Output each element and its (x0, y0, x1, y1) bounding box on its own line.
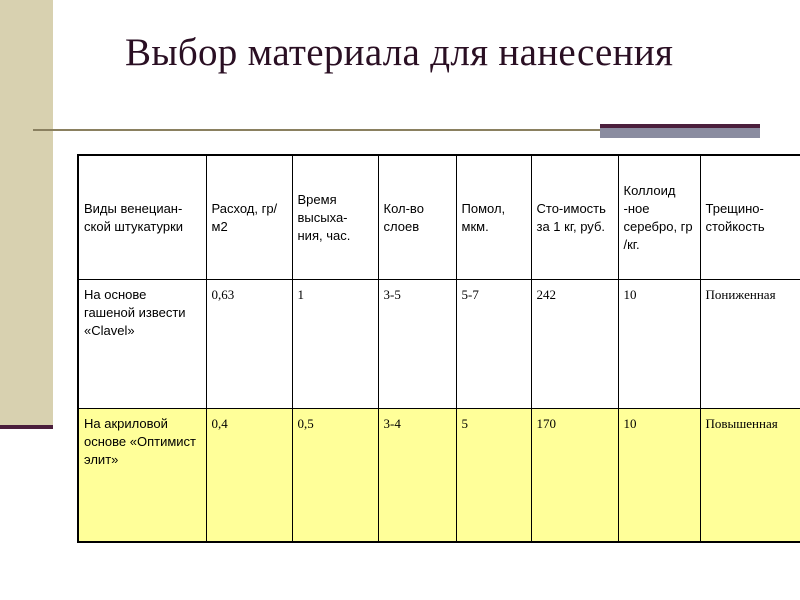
table-header-row (78, 155, 800, 280)
header-cell: Расход, гр/м2 (206, 155, 292, 280)
table-cell: 0,4 (206, 408, 292, 542)
header-cell: Коллоид -ное серебро, гр /кг. (618, 155, 700, 280)
header-cell: Кол-во слоев (378, 155, 456, 280)
material-name-cell: На основе гашеной извести «Clavel» (78, 280, 206, 409)
title-divider-accent (600, 124, 760, 138)
header-cell: Помол, мкм. (456, 155, 531, 280)
table-cell: 1 (292, 280, 378, 409)
material-name-cell: На акриловой основе «Оптимист элит» (78, 408, 206, 542)
header-cell: Трещино-стойкость (700, 155, 800, 280)
table-cell: 0,63 (206, 280, 292, 409)
table-cell: 0,5 (292, 408, 378, 542)
table-cell: 3-5 (378, 280, 456, 409)
materials-table (77, 154, 800, 543)
table-row (78, 408, 800, 542)
table-cell: 170 (531, 408, 618, 542)
table-cell: Повышенная (700, 408, 800, 542)
table-cell: 3-4 (378, 408, 456, 542)
header-cell: Сто-имость за 1 кг, руб. (531, 155, 618, 280)
table-cell: 5 (456, 408, 531, 542)
title-divider (33, 129, 603, 131)
table-cell: 10 (618, 408, 700, 542)
table-cell: 5-7 (456, 280, 531, 409)
left-decorative-bar (0, 0, 53, 425)
header-cell: Время высыха-ния, час. (292, 155, 378, 280)
table-cell: 242 (531, 280, 618, 409)
table-cell: Пониженная (700, 280, 800, 409)
table-row (78, 280, 800, 409)
table-cell: 10 (618, 280, 700, 409)
header-cell: Виды венециан-ской штукатурки (78, 155, 206, 280)
left-bar-accent-line (0, 425, 53, 429)
slide-title: Выбор материала для нанесения (125, 31, 674, 74)
